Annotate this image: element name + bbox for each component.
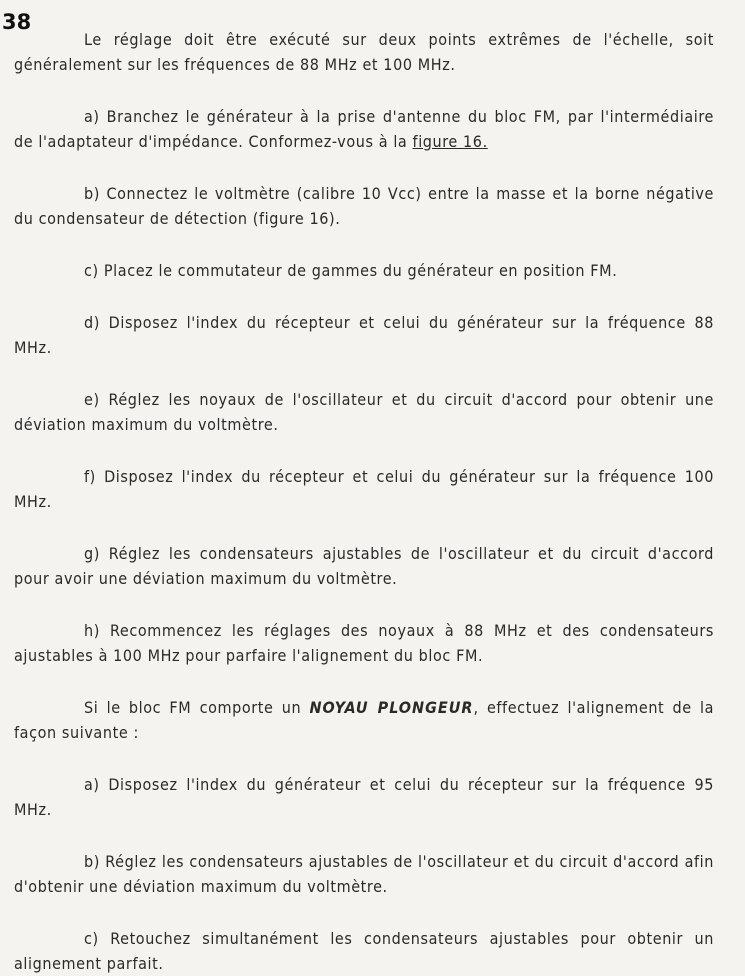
- paragraph-step-c: c) Placez le commutateur de gammes du générateur en position FM.: [84, 261, 618, 280]
- document-body: [14, 27, 714, 976]
- paragraph-alt-step-b: b) Réglez les condensateurs ajustables de l'oscillateur et du circuit d'accord afin d'obtenir une déviation maximum du voltmètre.: [14, 852, 714, 896]
- paragraph-step-f: f) Disposez l'index du récepteur et celui du générateur sur la fréquence 100 MHz.: [14, 467, 714, 511]
- paragraph-step-b: b) Connectez le voltmètre (calibre 10 Vcc) entre la masse et la borne négative du condensateur de détection (figure 16).: [14, 184, 714, 228]
- paragraph-alt-step-a: a) Disposez l'index du générateur et celui du récepteur sur la fréquence 95 MHz.: [14, 775, 714, 819]
- paragraph-step-e: e) Réglez les noyaux de l'oscillateur et du circuit d'accord pour obtenir une déviation maximum du voltmètre.: [14, 390, 714, 434]
- step-a-text: a) Branchez le générateur à la prise d'antenne du bloc FM, par l'intermédiaire de l'adaptateur d'impédance. Conformez-vous à la: [14, 107, 714, 151]
- noyau-plongeur-emphasis: NOYAU PLONGEUR: [309, 698, 474, 717]
- paragraph-step-g: g) Réglez les condensateurs ajustables de l'oscillateur et du circuit d'accord pour avoir une déviation maximum du voltmètre.: [14, 544, 714, 588]
- paragraph-step-h: h) Recommencez les réglages des noyaux à 88 MHz et des condensateurs ajustables à 100 MHz pour parfaire l'alignement du bloc FM.: [14, 621, 714, 665]
- paragraph-step-d: d) Disposez l'index du récepteur et celui du générateur sur la fréquence 88 MHz.: [14, 313, 714, 357]
- paragraph-step-a: [14, 104, 714, 154]
- noyau-intro-text: Si le bloc FM comporte un: [84, 698, 310, 717]
- page-number: 38: [2, 10, 32, 34]
- figure-reference: figure 16.: [412, 132, 488, 151]
- paragraph-alt-step-c: c) Retouchez simultanément les condensateurs ajustables pour obtenir un alignement parfait.: [14, 929, 714, 973]
- paragraph-intro: Le réglage doit être exécuté sur deux points extrêmes de l'échelle, soit généralement sur les fréquences de 88 MHz et 100 MHz.: [14, 30, 714, 74]
- noyau-tail-text: , effectuez l'alignement de la façon suivante :: [14, 698, 715, 742]
- paragraph-noyau-plongeur: [14, 695, 714, 745]
